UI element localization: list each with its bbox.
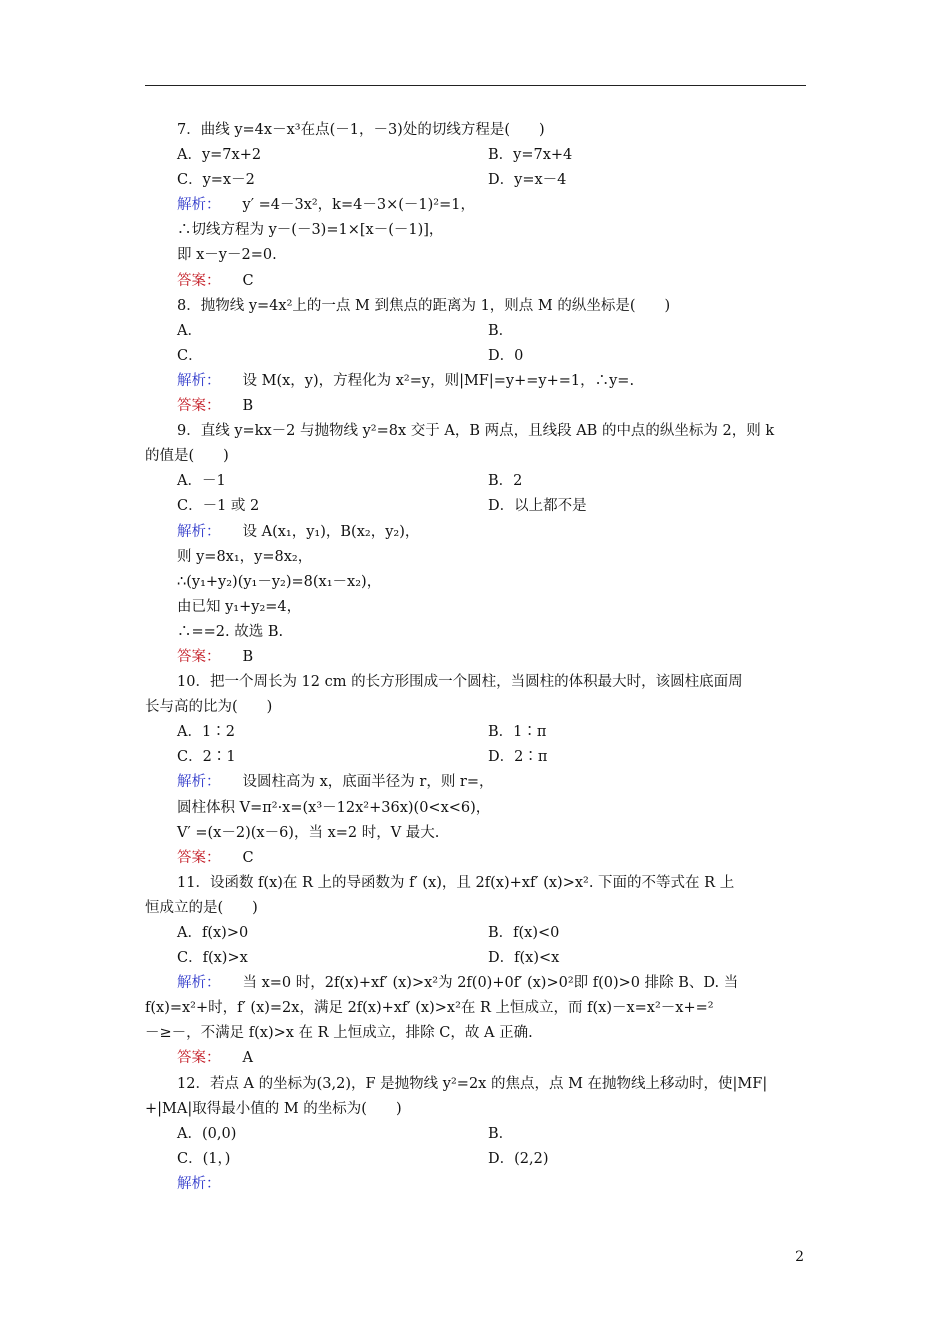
option: B．1∶π xyxy=(488,724,547,741)
question-stem: 10．把一个周长为 12 cm 的长方形围成一个圆柱，当圆柱的体积最大时，该圆柱底面周 xyxy=(177,674,743,691)
analysis-line xyxy=(145,620,806,645)
analysis-label: 解析： xyxy=(177,975,221,992)
question-block xyxy=(145,670,806,871)
analysis-line xyxy=(145,996,806,1021)
answer-label: 答案： xyxy=(177,1050,221,1067)
option: A．y=7x+2 xyxy=(177,147,262,164)
analysis-line xyxy=(145,520,806,545)
option-row xyxy=(145,494,806,519)
question-stem: +|MA|取得最小值的 M 的坐标为( ) xyxy=(145,1100,402,1117)
analysis-line xyxy=(145,796,806,821)
option: D．y=x－4 xyxy=(488,172,567,189)
analysis-line xyxy=(145,243,806,268)
option-row xyxy=(145,720,806,745)
answer-value: C xyxy=(242,272,254,289)
question-block xyxy=(145,118,806,294)
option: B． xyxy=(488,322,514,339)
analysis-line xyxy=(145,595,806,620)
analysis-text: f(x)=x²+时，f′ (x)=2x，满足 2f(x)+xf′ (x)>x²在 R 上恒成立，而 f(x)－x=x²－x+=² xyxy=(145,1000,714,1017)
option: D．(2,2) xyxy=(488,1150,549,1167)
answer-label: 答案： xyxy=(177,398,221,415)
answer-label: 答案： xyxy=(177,849,221,866)
analysis-label: 解析： xyxy=(177,1175,221,1192)
answer-line xyxy=(145,394,806,419)
question-stem: 长与高的比为( ) xyxy=(145,699,273,716)
question-stem: 11．设函数 f(x)在 R 上的导函数为 f′ (x)，且 2f(x)+xf′ (x)>x². 下面的不等式在 R 上 xyxy=(177,874,735,891)
answer-label: 答案： xyxy=(177,648,221,665)
answer-line xyxy=(145,269,806,294)
analysis-text: V′ =(x－2)(x－6)，当 x=2 时，V 最大. xyxy=(177,824,440,841)
analysis-text: 设 A(x₁，y₁)，B(x₂，y₂)， xyxy=(242,523,420,540)
option: C．2∶1 xyxy=(177,749,236,766)
option: C．y=x－2 xyxy=(177,172,255,189)
analysis-line xyxy=(145,369,806,394)
question-block xyxy=(145,294,806,419)
analysis-line xyxy=(145,971,806,996)
option: A．－1 xyxy=(177,473,226,490)
option: D．以上都不是 xyxy=(488,498,587,515)
question-stem: 12．若点 A 的坐标为(3,2)，F 是抛物线 y²=2x 的焦点，点 M 在抛物线上移动时，使|MF| xyxy=(177,1075,768,1092)
option-row xyxy=(145,921,806,946)
page-number: 2 xyxy=(795,1249,804,1265)
analysis-text: 设圆柱高为 x，底面半径为 r，则 r=， xyxy=(242,774,494,791)
question-block xyxy=(145,1072,806,1197)
analysis-label: 解析： xyxy=(177,197,221,214)
analysis-line xyxy=(145,570,806,595)
analysis-line xyxy=(145,218,806,243)
option-row xyxy=(145,143,806,168)
option: A．f(x)>0 xyxy=(177,925,249,941)
analysis-text: ∴(y₁+y₂)(y₁－y₂)=8(x₁－x₂)， xyxy=(177,573,382,590)
analysis-text: ∴==2. 故选 B. xyxy=(177,623,284,640)
header-rule xyxy=(145,85,806,86)
answer-value: C xyxy=(242,849,254,866)
option: C．－1 或 2 xyxy=(177,498,260,515)
answer-value: B xyxy=(242,398,254,415)
option-row xyxy=(145,469,806,494)
option: C．f(x)>x xyxy=(177,950,248,967)
option-row xyxy=(145,319,806,344)
analysis-line xyxy=(145,1021,806,1046)
question-stem: 7．曲线 y=4x－x³在点(－1，－3)处的切线方程是( ) xyxy=(177,122,545,138)
analysis-line xyxy=(145,770,806,795)
option: D．2∶π xyxy=(488,749,548,766)
question-stem: 9．直线 y=kx－2 与抛物线 y²=8x 交于 A，B 两点，且线段 AB 的中点的纵坐标为 2，则 k xyxy=(177,423,775,440)
option: C． xyxy=(177,347,203,364)
analysis-label: 解析： xyxy=(177,523,221,540)
question-block xyxy=(145,871,806,1072)
analysis-line xyxy=(145,1172,806,1197)
answer-value: A xyxy=(242,1050,253,1067)
analysis-label: 解析： xyxy=(177,372,221,389)
option-row xyxy=(145,1122,806,1147)
analysis-line xyxy=(145,821,806,846)
question-block xyxy=(145,419,806,670)
analysis-text: y′ =4－3x²，k=4－3×(－1)²=1， xyxy=(242,197,475,214)
analysis-text: －≥－，不满足 f(x)>x 在 R 上恒成立，排除 C，故 A 正确. xyxy=(145,1025,533,1042)
answer-line xyxy=(145,1046,806,1071)
analysis-text: 设 M(x，y)，方程化为 x²=y，则|MF|=y+=y+=1，∴y=. xyxy=(242,372,635,389)
analysis-text: 则 y=8x₁，y=8x₂， xyxy=(177,548,313,565)
answer-line xyxy=(145,846,806,871)
answer-value: B xyxy=(242,648,254,665)
option: B． xyxy=(488,1125,514,1142)
option-row xyxy=(145,168,806,193)
question-stem: 恒成立的是( ) xyxy=(145,899,258,916)
document-body xyxy=(145,118,806,1197)
option: A．(0,0) xyxy=(177,1125,237,1142)
option: B．f(x)<0 xyxy=(488,925,560,941)
analysis-label: 解析： xyxy=(177,774,221,791)
analysis-text: 由已知 y₁+y₂=4， xyxy=(177,598,302,615)
analysis-text: 圆柱体积 V=π²·x=(x³－12x²+36x)(0<x<6)， xyxy=(177,799,491,816)
answer-label: 答案： xyxy=(177,272,221,289)
option: A． xyxy=(177,322,202,339)
option-row xyxy=(145,946,806,971)
option: C．(1，) xyxy=(177,1150,231,1167)
option: A．1∶2 xyxy=(177,724,235,741)
analysis-line xyxy=(145,545,806,570)
option-row xyxy=(145,1147,806,1172)
question-stem: 的值是( ) xyxy=(145,448,229,465)
analysis-text: 即 x－y－2=0. xyxy=(177,247,277,264)
option: D．0 xyxy=(488,347,524,364)
option: D．f(x)<x xyxy=(488,950,560,967)
option-row xyxy=(145,344,806,369)
option: B．y=7x+4 xyxy=(488,147,573,164)
analysis-text: 当 x=0 时，2f(x)+xf′ (x)>x²为 2f(0)+0f′ (x)>0²即 f(0)>0 排除 B、D. 当 xyxy=(242,975,739,992)
option-row xyxy=(145,745,806,770)
answer-line xyxy=(145,645,806,670)
option: B．2 xyxy=(488,473,523,490)
analysis-line xyxy=(145,193,806,218)
question-stem: 8．抛物线 y=4x²上的一点 M 到焦点的距离为 1，则点 M 的纵坐标是( ) xyxy=(177,297,671,314)
analysis-text: ∴切线方程为 y－(－3)=1×[x－(－1)]， xyxy=(177,222,444,239)
